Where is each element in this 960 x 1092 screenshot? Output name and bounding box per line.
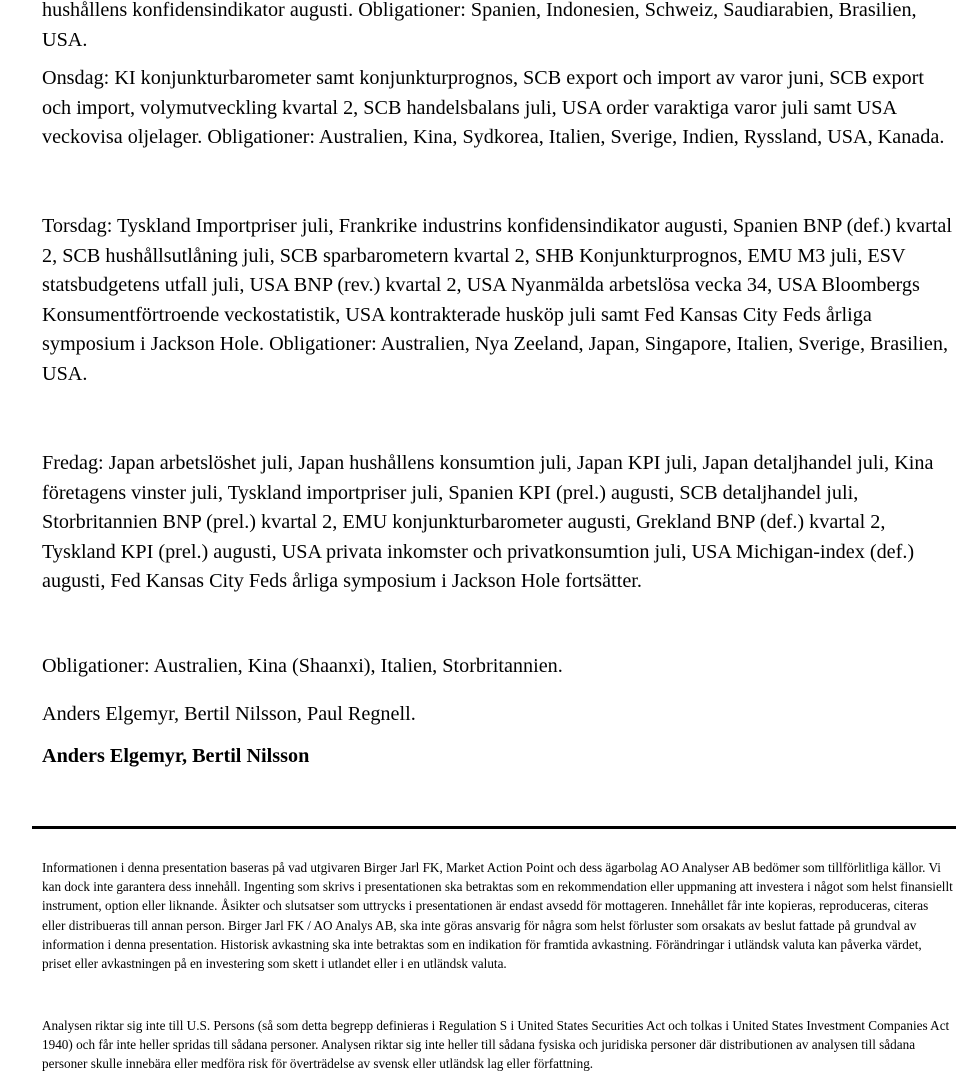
signature-heading: Anders Elgemyr, Bertil Nilsson (42, 745, 310, 767)
intro-paragraph: hushållens konfidensindikator augusti. Obligationer: Spanien, Indonesien, Schweiz, Saudiarabien, Brasilien, USA. (42, 0, 917, 51)
friday-paragraph: Fredag: Japan arbetslöshet juli, Japan hushållens konsumtion juli, Japan KPI juli, Japan detaljhandel juli, Kina företagens vinster juli, Tyskland importpriser juli, Spanien KPI (prel.) augusti, SCB detaljhandel juli, Storbritannien BNP (prel.) kvartal 2, EMU konjunkturbarometer augusti, Grekland BNP (def.) kvartal 2, Tyskland KPI (prel.) augusti, USA privata inkomster och privatkonsumtion juli, USA Michigan-index (def.) augusti, Fed Kansas City Feds årliga symposium i Jackson Hole fortsätter. (42, 452, 934, 593)
us-persons-notice: Analysen riktar sig inte till U.S. Persons (så som detta begrepp definieras i Regulation S i United States Securities Act och tolkas i United States Investment Companies Act 1940) och får inte heller spridas till sådana personer. Analysen riktar sig inte heller till sådana fysiska och juridiska personer där distributionen av analysen till sådana personer skulle innebära eller medföra risk för överträdelse av svensk eller utländsk lag eller författning. (42, 1018, 950, 1072)
disclaimer-text: Informationen i denna presentation baseras på vad utgivaren Birger Jarl FK, Market Action Point och dess ägarbolag AO Analyser AB bedömer som tillförlitliga källor. Vi kan dock inte garantera dess innehåll. Ingenting som skrivs i presentationen ska betraktas som en rekommendation eller uppmaning att investera i något som helst finansiellt instrument, option eller liknande. Åsikter och slutsatser som uttrycks i presentationen är endast avsedd för mottageren. Innehållet får inte kopieras, reproduceras, citeras eller distribueras till annan person. Birger Jarl FK / AO Analys AB, ska inte göras ansvarig för några som helst förluster som orsakats av beslut fattade på grundval av information i denna presentation. Historisk avkastning ska inte betraktas som en indikation för framtida avkastning. Förändringar i utländsk valuta kan påverka värdet, priset eller avkastningen på en investering som skett i utlandet eller i en utländsk valuta. (42, 860, 953, 972)
footer-divider (32, 826, 956, 829)
bonds-paragraph: Obligationer: Australien, Kina (Shaanxi), Italien, Storbritannien. (42, 655, 563, 677)
authors-paragraph: Anders Elgemyr, Bertil Nilsson, Paul Regnell. (42, 703, 416, 725)
wednesday-paragraph: Onsdag: KI konjunkturbarometer samt konjunkturprognos, SCB export och import av varor juni, SCB export och import, volymutveckling kvartal 2, SCB handelsbalans juli, USA order varaktiga varor juli samt USA veckovisa oljelager. Obligationer: Australien, Kina, Sydkorea, Italien, Sverige, Indien, Ryssland, USA, Kanada. (42, 67, 945, 149)
thursday-paragraph: Torsdag: Tyskland Importpriser juli, Frankrike industrins konfidensindikator augusti, Spanien BNP (def.) kvartal 2, SCB hushållsutlåning juli, SCB sparbarometern kvartal 2, SHB Konjunkturprognos, EMU M3 juli, ESV statsbudgetens utfall juli, USA BNP (rev.) kvartal 2, USA Nyanmälda arbetslösa vecka 34, USA Bloombergs Konsumentförtroende veckostatistik, USA kontrakterade husköp juli samt Fed Kansas City Feds årliga symposium i Jackson Hole. Obligationer: Australien, Nya Zeeland, Japan, Singapore, Italien, Sverige, Brasilien, USA. (42, 215, 952, 385)
